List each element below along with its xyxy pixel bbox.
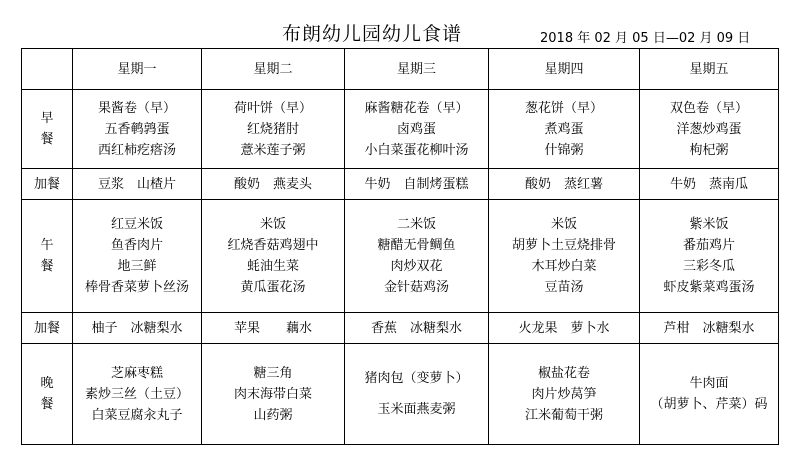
dinner-tue: 糖三角 肉末海带白菜 山药粥: [202, 344, 345, 445]
snack1-label: 加餐: [22, 169, 73, 200]
snack2-thu: 火龙果 萝卜水: [489, 313, 640, 344]
breakfast-thu: 葱花饼（早） 煮鸡蛋 什锦粥: [489, 90, 640, 169]
dinner-mon: 芝麻枣糕 素炒三丝（土豆） 白菜豆腐汆丸子: [73, 344, 202, 445]
snack2-tue: 苹果 藕水: [202, 313, 345, 344]
lunch-fri: 紫米饭 番茄鸡片 三彩冬瓜 虾皮紫菜鸡蛋汤: [640, 200, 779, 313]
snack2-row: [22, 313, 779, 344]
snack1-tue: 酸奶 燕麦头: [202, 169, 345, 200]
day-header-wed: 星期三: [345, 49, 489, 90]
lunch-thu: 米饭 胡萝卜土豆烧排骨 木耳炒白菜 豆苗汤: [489, 200, 640, 313]
snack1-wed: 牛奶 自制烤蛋糕: [345, 169, 489, 200]
header-row: [22, 49, 779, 90]
corner-cell: [22, 49, 73, 90]
breakfast-fri: 双色卷（早） 洋葱炒鸡蛋 枸杞粥: [640, 90, 779, 169]
dinner-thu: 椒盐花卷 肉片炒莴笋 江米葡萄干粥: [489, 344, 640, 445]
page-title: 布朗幼儿园幼儿食谱: [282, 23, 463, 45]
snack1-thu: 酸奶 蒸红薯: [489, 169, 640, 200]
snack2-label: 加餐: [22, 313, 73, 344]
snack1-mon: 豆浆 山楂片: [73, 169, 202, 200]
day-header-thu: 星期四: [489, 49, 640, 90]
dinner-fri: 牛肉面 （胡萝卜、芹菜）码: [640, 344, 779, 445]
snack1-row: [22, 169, 779, 200]
dinner-label: 晚 餐: [22, 344, 73, 445]
snack2-wed: 香蕉 冰糖梨水: [345, 313, 489, 344]
date-range: 2018 年 02 月 05 日—02 月 09 日: [540, 31, 751, 46]
day-header-mon: 星期一: [73, 49, 202, 90]
day-header-fri: 星期五: [640, 49, 779, 90]
lunch-tue: 米饭 红烧香菇鸡翅中 蚝油生菜 黄瓜蛋花汤: [202, 200, 345, 313]
day-header-tue: 星期二: [202, 49, 345, 90]
snack2-fri: 芦柑 冰糖梨水: [640, 313, 779, 344]
breakfast-tue: 荷叶饼（早） 红烧猪肘 薏米莲子粥: [202, 90, 345, 169]
lunch-wed: 二米饭 糖醋无骨鲷鱼 肉炒双花 金针菇鸡汤: [345, 200, 489, 313]
snack2-mon: 柚子 冰糖梨水: [73, 313, 202, 344]
menu-table: [21, 48, 779, 445]
breakfast-row: [22, 90, 779, 169]
breakfast-mon: 果酱卷（早） 五香鹌鹑蛋 西红柿疙瘩汤: [73, 90, 202, 169]
dinner-wed: 猪肉包（变萝卜） 玉米面燕麦粥: [345, 344, 489, 445]
lunch-row: [22, 200, 779, 313]
snack1-fri: 牛奶 蒸南瓜: [640, 169, 779, 200]
lunch-label: 午 餐: [22, 200, 73, 313]
lunch-mon: 红豆米饭 鱼香肉片 地三鲜 棒骨香菜萝卜丝汤: [73, 200, 202, 313]
dinner-row: [22, 344, 779, 445]
breakfast-label: 早 餐: [22, 90, 73, 169]
breakfast-wed: 麻酱糖花卷（早） 卤鸡蛋 小白菜蛋花柳叶汤: [345, 90, 489, 169]
